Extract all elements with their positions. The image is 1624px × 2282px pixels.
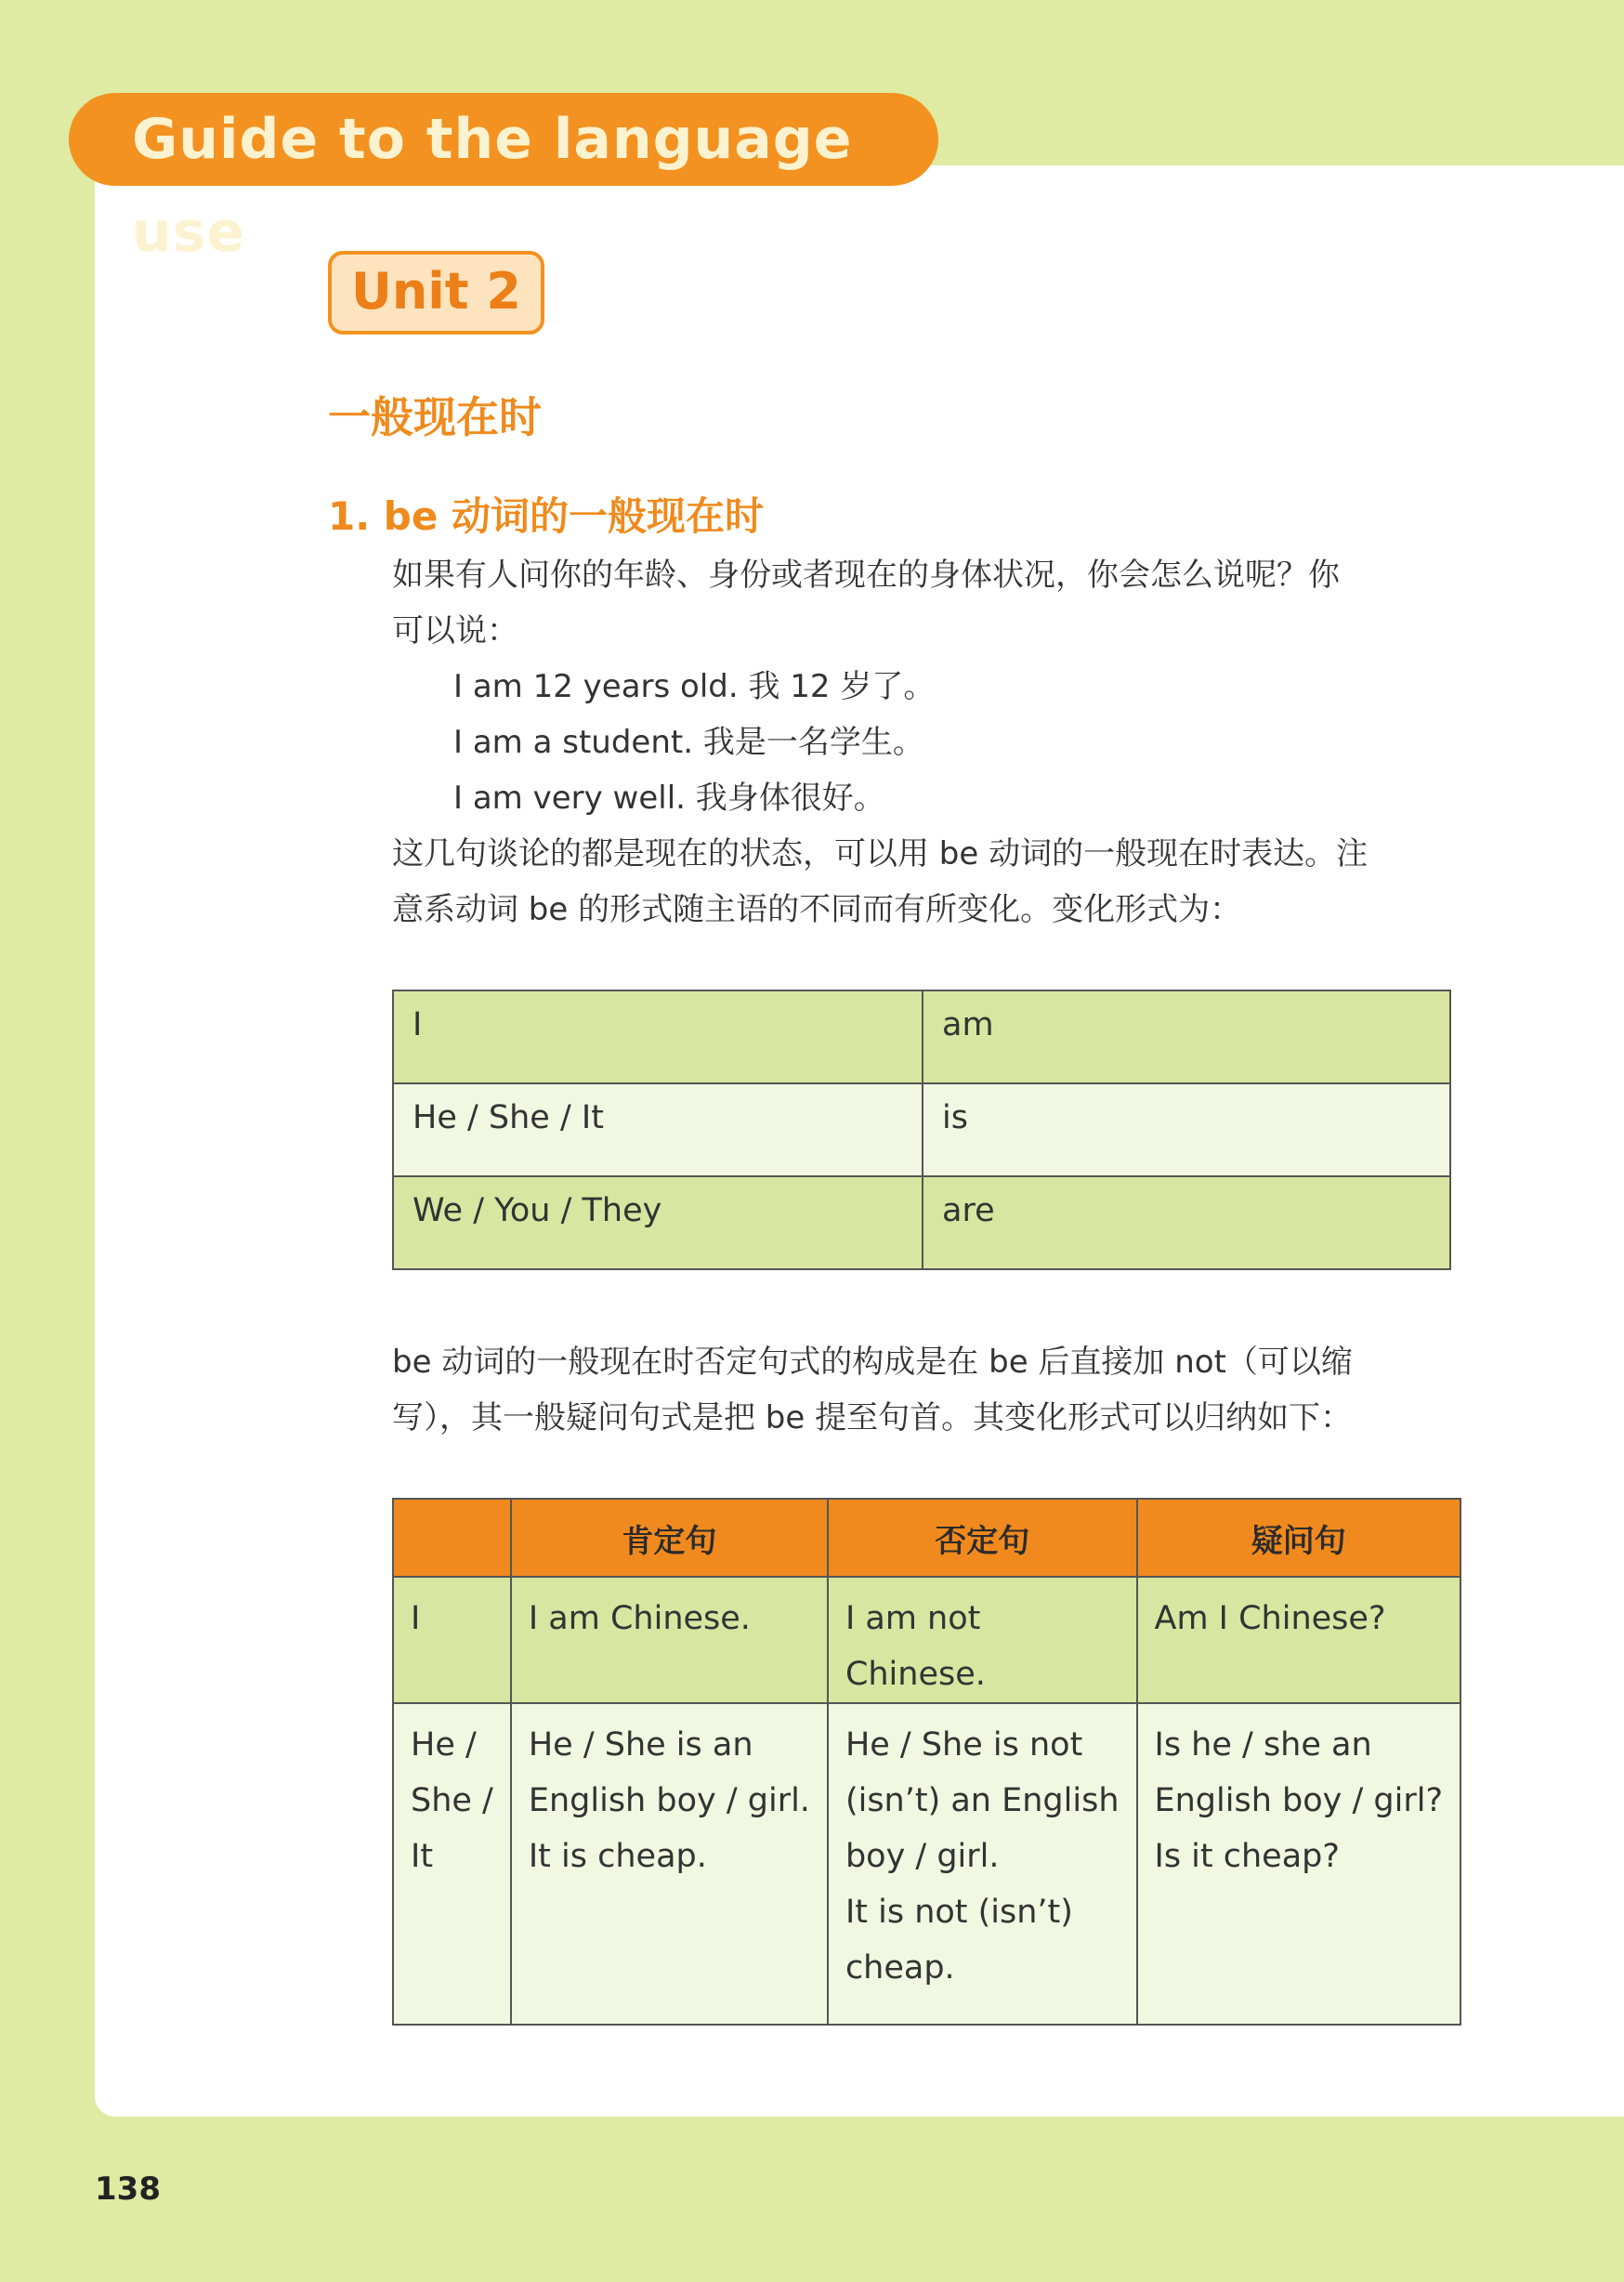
verb-cell: is xyxy=(923,1083,1450,1176)
header-cell-negative: 否定句 xyxy=(828,1499,1137,1577)
affirmative-cell xyxy=(511,1703,828,2025)
cell-line: He / She is an xyxy=(528,1726,753,1764)
guide-banner: Guide to the language use xyxy=(69,93,938,186)
subject-cell: We / You / They xyxy=(393,1176,923,1269)
verb-cell: are xyxy=(923,1176,1450,1269)
explanation2-line-1: be 动词的一般现在时否定句式的构成是在 be 后直接加 not（可以缩 xyxy=(392,1344,1353,1381)
question-cell: Am I Chinese? xyxy=(1137,1577,1461,1703)
negative-cell: I am not Chinese. xyxy=(828,1577,1137,1703)
subject-cell xyxy=(393,1703,511,2025)
section-title: 一般现在时 xyxy=(328,392,542,442)
cell-line: English boy / girl. xyxy=(528,1782,810,1819)
verb-cell: am xyxy=(923,990,1450,1083)
example-2: I am a student. 我是一名学生。 xyxy=(453,724,924,761)
affirmative-cell: I am Chinese. xyxy=(511,1577,828,1703)
intro-line-1: 如果有人问你的年龄、身份或者现在的身体状况，你会怎么说呢？你 xyxy=(392,557,1340,594)
explanation2-line-2: 写），其一般疑问句式是把 be 提至句首。其变化形式可以归纳如下： xyxy=(392,1399,1353,1436)
table-row xyxy=(393,990,1450,1083)
table-row xyxy=(393,1577,1460,1703)
table-header-row xyxy=(393,1499,1460,1577)
cell-line: Is he / she an xyxy=(1154,1726,1372,1764)
cell-line: boy / girl. xyxy=(845,1838,1000,1875)
subject-cell: I xyxy=(393,1577,511,1703)
unit-badge: Unit 2 xyxy=(328,251,544,334)
cell-line: It is not (isn’t) xyxy=(845,1894,1073,1931)
cell-line: She / xyxy=(411,1782,493,1819)
sentence-forms-table xyxy=(392,1498,1461,2026)
subject-cell: I xyxy=(393,990,923,1083)
explanation-line-1: 这几句谈论的都是现在的状态，可以用 be 动词的一般现在时表达。注 xyxy=(392,835,1369,872)
cell-line: (isn’t) an English xyxy=(845,1782,1120,1819)
table-row xyxy=(393,1176,1450,1269)
cell-line: cheap. xyxy=(845,1949,955,1987)
header-cell-question: 疑问句 xyxy=(1137,1499,1461,1577)
subsection-title: 1. be 动词的一般现在时 xyxy=(328,493,764,539)
cell-line: English boy / girl? xyxy=(1154,1782,1444,1819)
explanation-line-2: 意系动词 be 的形式随主语的不同而有所变化。变化形式为： xyxy=(392,891,1242,928)
table-row xyxy=(393,1083,1450,1176)
cell-line: He / xyxy=(411,1726,477,1764)
example-1: I am 12 years old. 我 12 岁了。 xyxy=(453,668,936,705)
subject-cell: He / She / It xyxy=(393,1083,923,1176)
be-forms-table xyxy=(392,990,1451,1270)
cell-line: It is cheap. xyxy=(528,1838,707,1875)
negative-cell xyxy=(828,1703,1137,2025)
cell-line: He / She is not xyxy=(845,1726,1083,1764)
header-cell-affirmative: 肯定句 xyxy=(511,1499,828,1577)
question-cell xyxy=(1137,1703,1461,2025)
example-3: I am very well. 我身体很好。 xyxy=(453,780,885,817)
header-cell-blank xyxy=(393,1499,511,1577)
page-number: 138 xyxy=(95,2171,161,2208)
cell-line: Is it cheap? xyxy=(1154,1838,1340,1875)
table-row xyxy=(393,1703,1460,2025)
cell-line: It xyxy=(411,1838,434,1875)
intro-line-2: 可以说： xyxy=(392,612,518,649)
